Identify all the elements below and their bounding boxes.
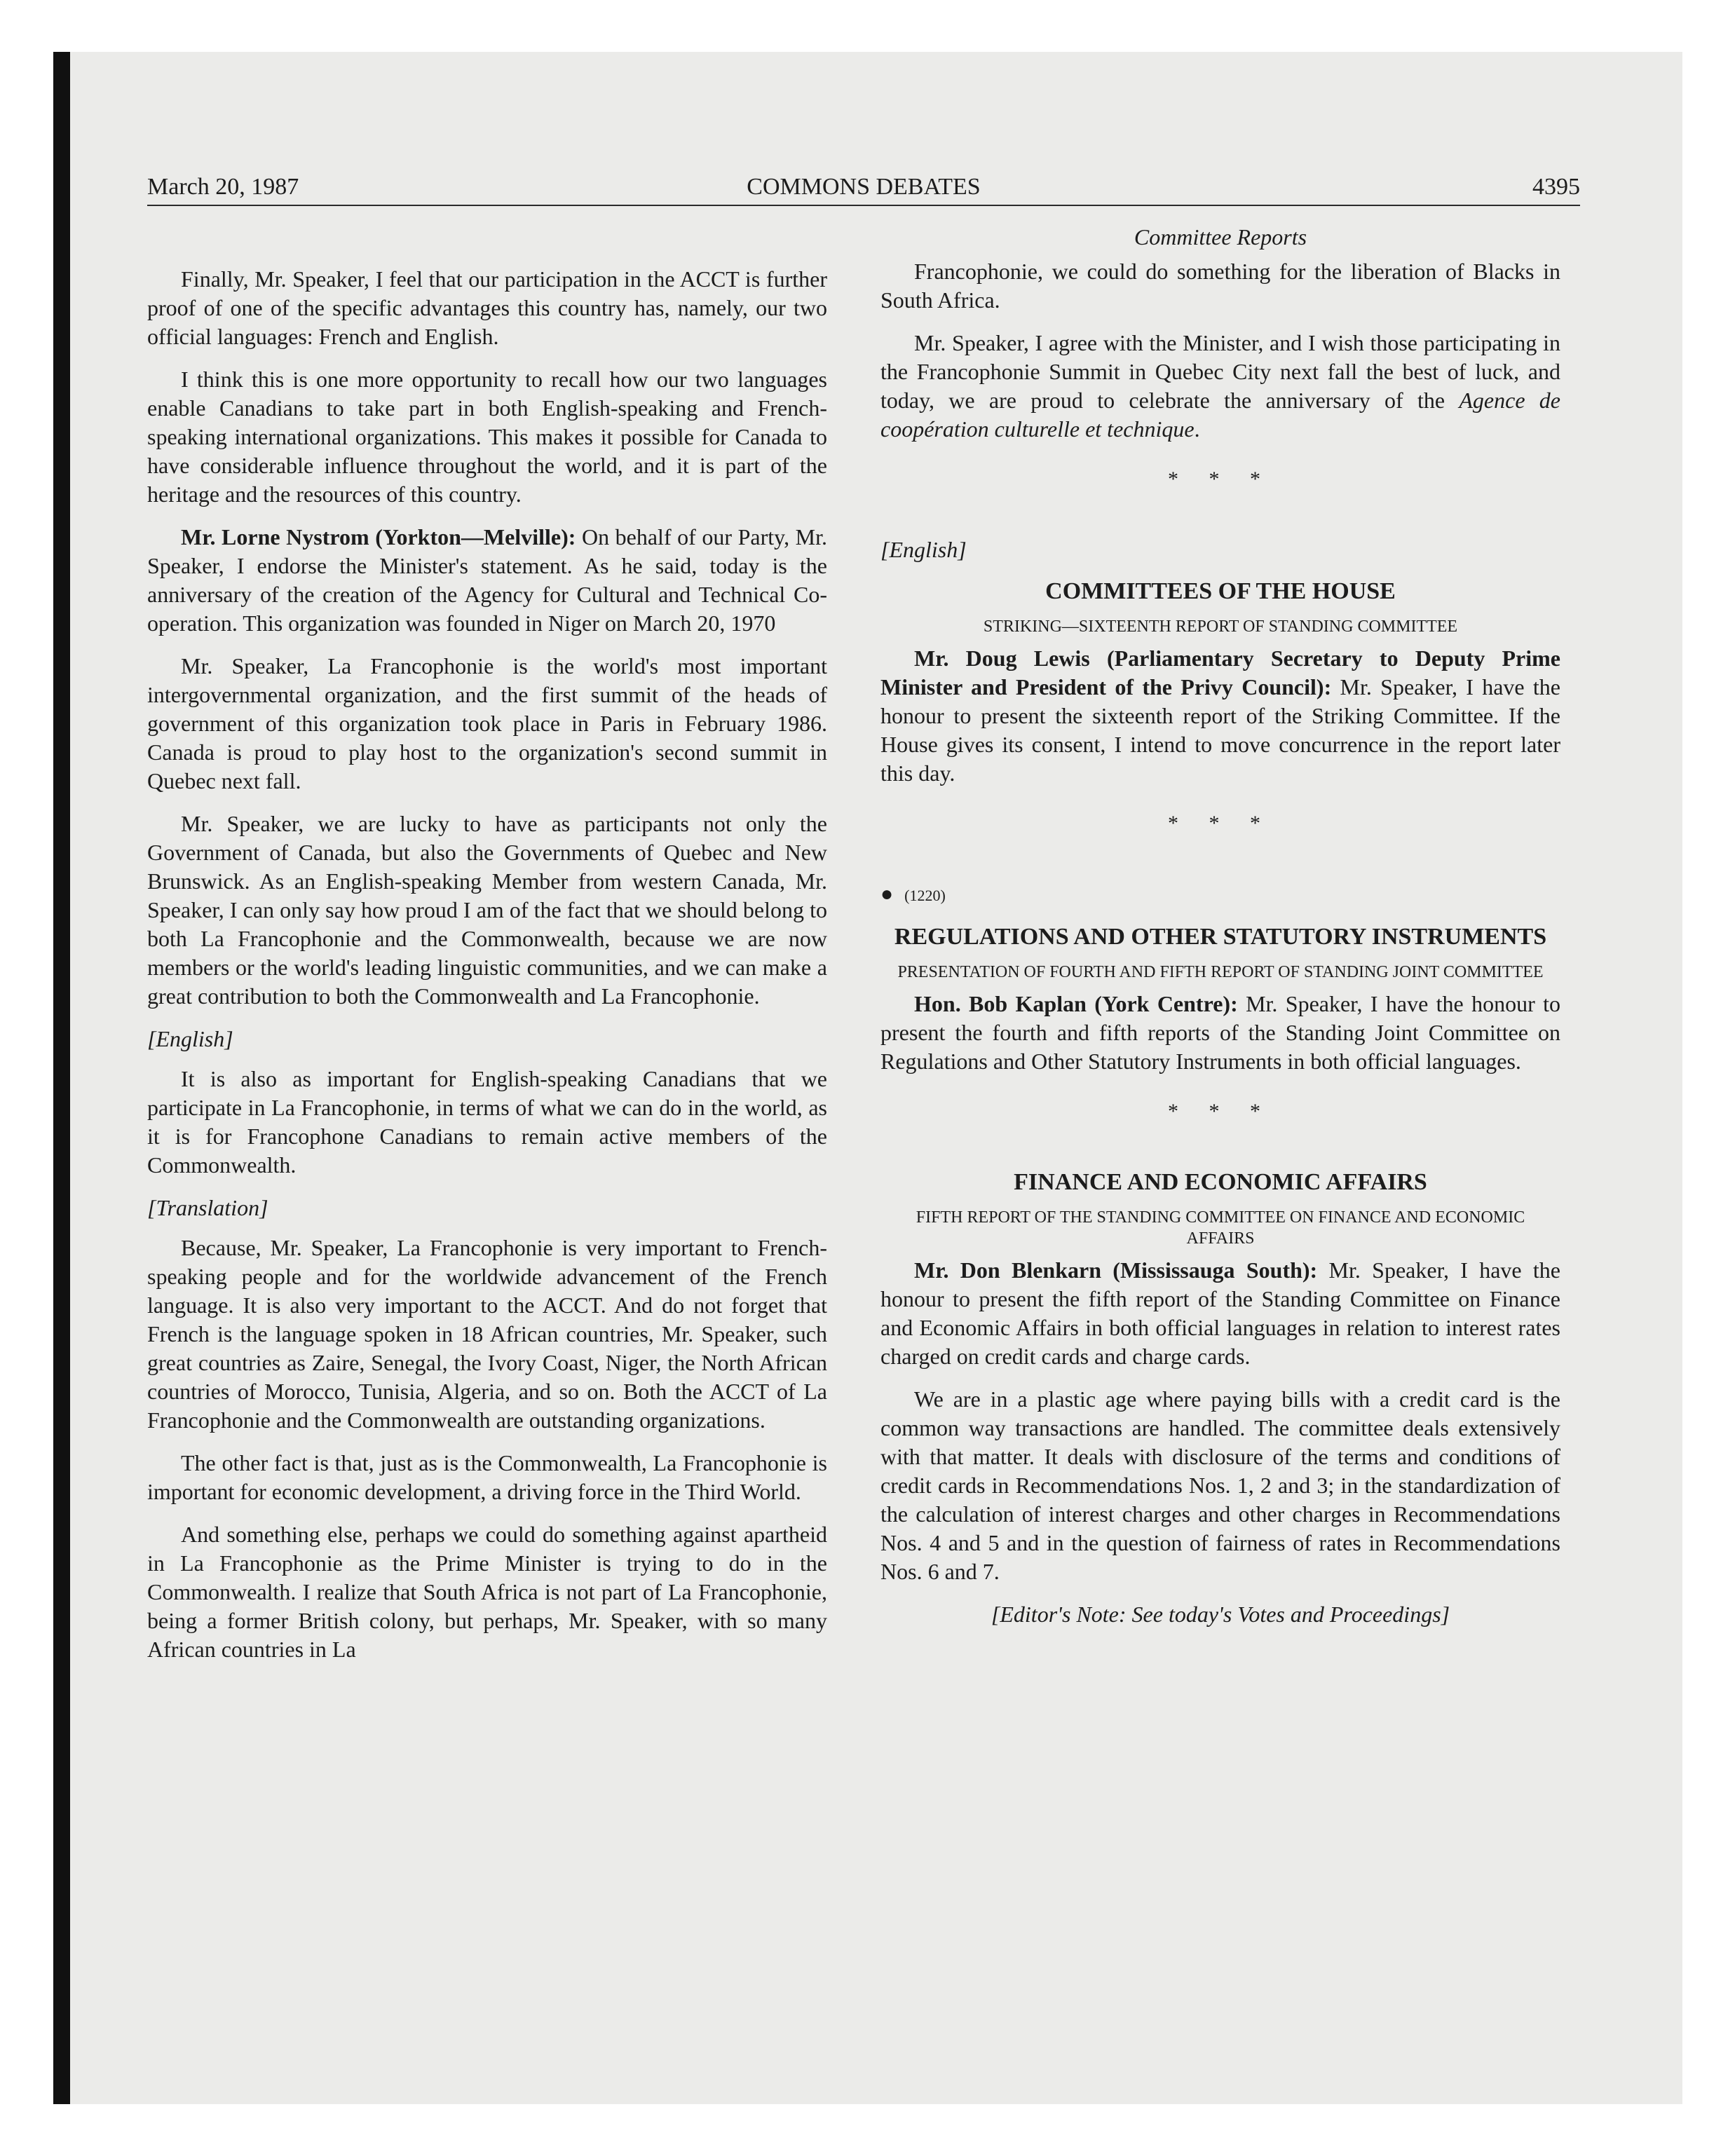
bullet-icon: ● [880, 882, 894, 906]
paragraph-nystrom [147, 523, 827, 638]
paragraph-blenkarn [880, 1256, 1560, 1371]
paragraph-acct [880, 329, 1560, 444]
section-separator: * * * [1168, 468, 1273, 491]
section-separator: * * * [1168, 812, 1273, 835]
speaker-name: Hon. Bob Kaplan (York Centre): [914, 991, 1238, 1016]
speech-text: Mr. Speaker, I have the honour to present the fourth and fifth reports of the Standing Joint Committee on Regulations and Other Statutory Instruments in both official languages. [880, 991, 1561, 1074]
speech-text: Mr. Speaker, I agree with the Minister, and I wish those participating in the Francophonie Summit in Quebec City next fall the best of luck, and today, we are proud to celebrate the anniversary of the [880, 330, 1560, 413]
subheading-striking: STRIKING—SIXTEENTH REPORT OF STANDING COMMITTEE [983, 618, 1458, 636]
agency-name-italic: Agence de coopération culturelle et technique [880, 388, 1561, 442]
heading-committees: COMMITTEES OF THE HOUSE [1045, 578, 1396, 604]
paragraph: Mr. Speaker, we are lucky to have as participants not only the Government of Canada, but also the Governments of Quebec and New Brunswick. As an English-speaking Member from western Canada, Mr. Speaker, I can only say how proud I am of the fact that we should belong to both La Francophonie and the Commonwealth, because we are now members or the world's leading linguistic communities, and we can make a great contribution to both the Commonwealth and La Francophonie. [147, 811, 827, 1009]
paragraph: I think this is one more opportunity to recall how our two languages enable Canadians to take part in both English-speaking and French-speaking international organizations. This makes it possible for Canada to have considerable influence throughout the world, and it is part of the heritage and the resources of this country. [147, 367, 827, 507]
subheading-presentation: PRESENTATION OF FOURTH AND FIFTH REPORT OF STANDING JOINT COMMITTEE [897, 963, 1544, 981]
paragraph: Mr. Speaker, La Francophonie is the world's most important intergovernmental organization, and the first summit of the heads of government of this organization took place in Paris in February 1986. Canada is proud to play host to the organization's second summit in Quebec next fall. [147, 653, 827, 793]
header-rule [147, 205, 1580, 206]
paragraph: It is also as important for English-speaking Canadians that we participate in La Francophonie, in terms of what we can do in the world, as it is for Francophone Canadians to remain active members of the Commonwealth. [147, 1066, 827, 1178]
paragraph-kaplan [880, 990, 1560, 1076]
section-separator: * * * [1168, 1100, 1273, 1123]
right-column [880, 223, 1560, 1629]
section-title: Committee Reports [1134, 224, 1307, 250]
header-date: March 20, 1987 [147, 174, 299, 200]
speech-text: On behalf of our Party, Mr. Speaker, I endorse the Minister's statement. As he said, today is the anniversary of the creation of the Agency for Cultural and Technical Co-operation. This organization was founded in Niger on March 20, 1970 [147, 524, 828, 636]
language-tag-english: [English] [880, 537, 967, 562]
paragraph: Because, Mr. Speaker, La Francophonie is very important to French-speaking people and for the worldwide advancement of the French language. It is also very important to the ACCT. And do not forget that French is the language spoken in 18 African countries, Mr. Speaker, such great countries as Zaire, Senegal, the Ivory Coast, Niger, the North African countries of Morocco, Tunisia, Algeria, and so on. Both the ACCT of La Francophonie and the Commonwealth are outstanding organizations. [147, 1235, 827, 1433]
speech-text: Mr. Speaker, I have the honour to present the fifth report of the Standing Committee on Finance and Economic Affairs in both official languages in relation to interest rates charged on credit cards and charge cards. [880, 1257, 1561, 1369]
paragraph: And something else, perhaps we could do something against apartheid in La Francophonie as the Prime Minister is trying to do in the Commonwealth. I realize that South Africa is not part of La Francophonie, being a former British colony, but perhaps, Mr. Speaker, with so many African countries in La [147, 1522, 827, 1662]
speech-text-end: . [1194, 416, 1200, 442]
paragraph: Francophonie, we could do something for the liberation of Blacks in South Africa. [880, 259, 1560, 313]
speaker-name: Mr. Lorne Nystrom (Yorkton—Melville): [181, 524, 576, 550]
header-page-number: 4395 [1532, 174, 1580, 200]
paragraph: The other fact is that, just as is the Commonwealth, La Francophonie is important for economic development, a driving force in the Third World. [147, 1450, 827, 1504]
time-marker-text: (1220) [904, 887, 946, 904]
speaker-name: Mr. Doug Lewis (Parliamentary Secretary to Deputy Prime Minister and President of the Privy Council): [880, 646, 1560, 700]
speaker-name: Mr. Don Blenkarn (Mississauga South): [914, 1257, 1318, 1283]
editor-note: [Editor's Note: See today's Votes and Proceedings] [991, 1602, 1450, 1627]
language-tag-translation: [Translation] [147, 1195, 268, 1220]
speech-text: Mr. Speaker, I have the honour to present the sixteenth report of the Striking Committee. If the House gives its consent, I intend to move concurrence in the report later this day. [880, 674, 1561, 786]
language-tag-english: [English] [147, 1026, 233, 1051]
scan-edge-shadow [53, 52, 70, 2104]
paragraph-lewis [880, 644, 1560, 788]
header-title: COMMONS DEBATES [747, 174, 981, 200]
page-header [147, 170, 1580, 204]
paragraph: Finally, Mr. Speaker, I feel that our participation in the ACCT is further proof of one of the specific advantages this country has, namely, our two official languages: French and English. [147, 266, 827, 349]
heading-finance: FINANCE AND ECONOMIC AFFAIRS [1014, 1169, 1427, 1195]
subheading-fifth-report: FIFTH REPORT OF THE STANDING COMMITTEE ON FINANCE AND ECONOMIC AFFAIRS [916, 1208, 1525, 1248]
heading-regulations: REGULATIONS AND OTHER STATUTORY INSTRUMENTS [894, 924, 1547, 950]
left-column [147, 265, 827, 1678]
paragraph: We are in a plastic age where paying bills with a credit card is the common way transactions are handled. The committee deals extensively with that matter. It deals with disclosure of the terms and conditions of credit cards in Recommendations Nos. 1, 2 and 3; in the standardization of the calculation of interest charges and other charges in Recommendations Nos. 4 and 5 and in the question of fairness of rates in Recommendations Nos. 6 and 7. [880, 1386, 1560, 1584]
time-marker [880, 880, 1560, 910]
